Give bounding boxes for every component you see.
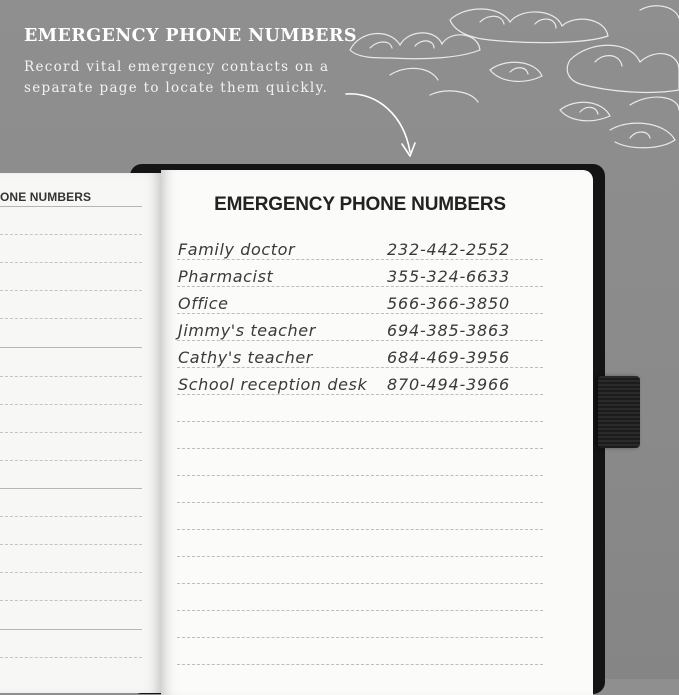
- entry-phone: 870-494-3966: [387, 375, 510, 394]
- entry-phone: 232-442-2552: [387, 240, 510, 259]
- left-page-rule: [0, 262, 142, 263]
- entry-phone: 694-385-3863: [387, 321, 510, 340]
- left-page-rule: [0, 488, 142, 489]
- right-page-rule: [177, 259, 543, 260]
- left-page-rule: [0, 629, 142, 630]
- right-page-rule: [177, 448, 543, 449]
- left-page-rule: [0, 600, 142, 601]
- entry-name: Pharmacist: [178, 267, 274, 286]
- left-page-rule: [0, 347, 142, 348]
- left-page-rule: [0, 404, 142, 405]
- entry-name: Jimmy's teacher: [178, 321, 316, 340]
- left-page: [0, 173, 161, 693]
- left-page-rule: [0, 657, 142, 658]
- entry-name: Office: [178, 294, 229, 313]
- entry-phone: 355-324-6633: [387, 267, 510, 286]
- right-page-rule: [177, 313, 543, 314]
- right-page-rule: [177, 502, 543, 503]
- right-page-rule: [177, 664, 543, 665]
- entry-name: School reception desk: [178, 375, 368, 394]
- right-page-rule: [177, 421, 543, 422]
- left-page-rule: [0, 544, 142, 545]
- left-page-rule: [0, 460, 142, 461]
- right-page-rule: [177, 610, 543, 611]
- left-page-title: ONE NUMBERS: [0, 190, 92, 204]
- right-page-rule: [177, 394, 543, 395]
- right-page-rule: [177, 529, 543, 530]
- header-description: Record vital emergency contacts on a separate page to locate them quickly.: [24, 59, 330, 96]
- right-page-title: EMERGENCY PHONE NUMBERS: [214, 194, 506, 215]
- right-page-rule: [177, 637, 543, 638]
- left-page-rule: [0, 290, 142, 291]
- right-page-rule: [177, 475, 543, 476]
- entry-phone: 566-366-3850: [387, 294, 510, 313]
- left-page-rule: [0, 516, 142, 517]
- left-page-rule: [0, 234, 142, 235]
- entry-name: Family doctor: [178, 240, 296, 259]
- entry-name: Cathy's teacher: [178, 348, 313, 367]
- curved-arrow-icon: [338, 86, 418, 166]
- right-page-rule: [177, 583, 543, 584]
- left-page-rule: [0, 376, 142, 377]
- entry-phone: 684-469-3956: [387, 348, 510, 367]
- right-page-rule: [177, 367, 543, 368]
- left-page-rule: [0, 572, 142, 573]
- right-page-rule: [177, 340, 543, 341]
- left-page-rule: [0, 432, 142, 433]
- left-page-rule: [0, 318, 142, 319]
- left-page-rule: [0, 206, 142, 207]
- right-page-rule: [177, 556, 543, 557]
- elastic-pen-loop: [598, 376, 640, 448]
- right-page-rule: [177, 286, 543, 287]
- header-title: EMERGENCY PHONE NUMBERS: [24, 26, 357, 46]
